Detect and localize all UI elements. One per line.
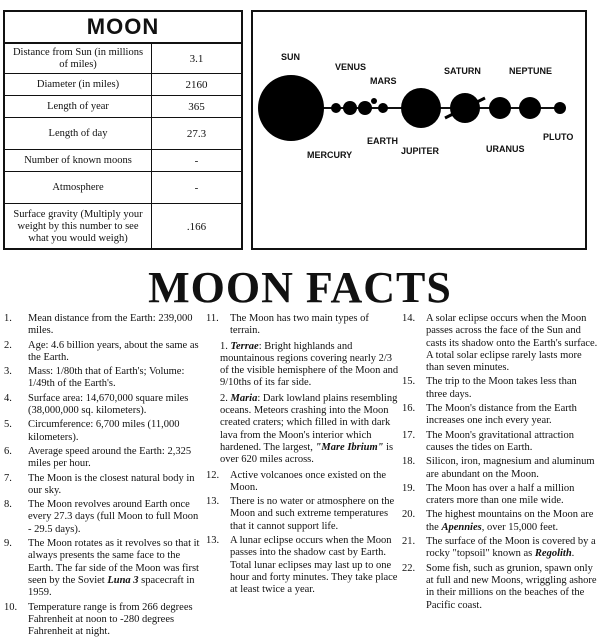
row-value: 2160 xyxy=(185,78,208,91)
fact-text: The Moon is the closest natural body in our sky. xyxy=(28,472,195,496)
fact-text: A solar eclipse occurs when the Moon passes across the face of the Sun and casts its shadow onto the Earth's surface. A total solar eclipse rarely lasts more than seven minutes. xyxy=(426,313,598,374)
fact-number: 13. xyxy=(206,535,220,547)
fact-number: 17. xyxy=(402,429,416,441)
terrain-text: : Bright highlands and mountainous regions covering nearly 2/3 of the visible hemisphere of the Moon and 9/10ths of its far side. xyxy=(220,340,399,389)
fact-text: Age: 4.6 billion years, about the same as the Earth. xyxy=(28,339,199,363)
fact-item xyxy=(206,496,399,533)
fact-text: The Moon has over a half a million craters more than one mile wide. xyxy=(426,482,575,507)
earth-label: EARTH xyxy=(367,136,398,146)
fact-item xyxy=(4,340,200,365)
jupiter-shape xyxy=(401,88,441,128)
terrain-term: Maria xyxy=(230,392,258,404)
terrain-item xyxy=(220,393,399,467)
fact-text: The Moon revolves around Earth once every 27.3 days (full Moon to full Moon - 29.5 days). xyxy=(28,499,199,535)
fact-text: Mass: 1/80th that of Earth's; Volume: 1/49th of the Earth's. xyxy=(28,366,185,390)
fact-number: 4. xyxy=(4,392,12,404)
fact-item xyxy=(206,535,399,596)
moon-data-table xyxy=(3,10,243,250)
pluto-shape xyxy=(554,102,566,114)
fact-text-part: . xyxy=(571,548,575,560)
terrain-text: is over 620 miles across. xyxy=(220,441,394,466)
row-value: 27.3 xyxy=(186,127,207,140)
fact-number: 1. xyxy=(4,313,12,324)
mercury-label: MERCURY xyxy=(307,150,353,160)
fact-item xyxy=(402,403,598,428)
fact-text: A lunar eclipse occurs when the Moon passes into the shadow cast by Earth. Total lunar eclipses may last up to one hour and forty minutes. They take place at least twice a year. xyxy=(230,535,398,596)
table-row xyxy=(5,172,241,204)
neptune-shape xyxy=(519,97,541,119)
fact-number: 20. xyxy=(402,509,416,521)
mars-label: MARS xyxy=(370,76,397,86)
table-row xyxy=(5,118,241,150)
row-label: Length of day xyxy=(5,118,152,149)
fact-item xyxy=(4,393,200,418)
fact-number: 12. xyxy=(206,469,220,481)
fact-text-part: The surface of the Moon is covered by a rocky "topsoil" known as xyxy=(426,536,596,560)
fact-text: Surface area: 14,670,000 square miles (38,000,000 sq. kilometers). xyxy=(28,392,189,417)
fact-number: 14. xyxy=(402,313,416,324)
fact-number: 21. xyxy=(402,536,416,548)
uranus-label: URANUS xyxy=(486,144,525,154)
regolith-term: Regolith xyxy=(534,548,572,560)
fact-number: 6. xyxy=(4,445,12,457)
fact-item xyxy=(402,456,598,481)
table-row xyxy=(5,150,241,172)
spacecraft-name: Luna 3 xyxy=(107,574,139,586)
fact-text-part: , over 15,000 feet. xyxy=(481,521,559,533)
sun-shape xyxy=(258,75,324,141)
terrain-text: : Dark lowland plains resembling oceans. Meteors crashing into the Moon created craters; which filled in with dark lava from the Moon's interior which hardened. The largest, xyxy=(220,392,398,453)
pluto-label: PLUTO xyxy=(543,132,574,142)
earth-shape xyxy=(358,101,372,115)
terrain-number: 2. xyxy=(220,392,231,404)
row-label: Surface gravity (Multiply your weight by this number to see what you would weigh) xyxy=(5,204,152,250)
fact-text: Circumference: 6,700 miles (11,000 kilometers). xyxy=(28,419,180,443)
fact-text xyxy=(426,509,598,534)
row-label: Atmosphere xyxy=(5,172,152,203)
table-row xyxy=(5,204,241,250)
row-label: Number of known moons xyxy=(5,150,152,171)
row-value: 365 xyxy=(188,100,205,113)
row-value: - xyxy=(194,181,199,194)
fact-item xyxy=(206,470,399,495)
mars-shape xyxy=(371,98,377,104)
fact-text-part: The highest mountains on the Moon are the xyxy=(426,509,594,533)
fact-text: There is no water or atmosphere on the Moon and such extreme temperatures that it cannot support life. xyxy=(230,496,395,532)
fact-text: Active volcanoes once existed on the Moon. xyxy=(230,469,386,493)
fact-item xyxy=(402,509,598,534)
fact-text: Temperature range is from 266 degrees Fahrenheit at noon to -280 degrees Fahrenheit at night. xyxy=(28,601,193,638)
fact-number: 11. xyxy=(206,313,219,324)
mercury-shape xyxy=(331,103,341,113)
fact-number: 13. xyxy=(206,496,220,508)
fact-text-part: The Moon rotates as it revolves so that it always presents the same face to the Earth. The far side of the Moon was first seen by the Soviet xyxy=(28,538,200,586)
mountain-name: Apennies xyxy=(441,521,482,533)
fact-number: 2. xyxy=(4,339,12,351)
fact-text: Silicon, iron, magnesium and aluminum are abundant on the Moon. xyxy=(426,456,595,480)
page-title: MOON FACTS xyxy=(148,263,452,312)
table-row xyxy=(5,96,241,118)
fact-item xyxy=(4,538,200,599)
fact-item xyxy=(4,473,200,498)
terrain-number: 1. xyxy=(220,340,231,352)
fact-number: 22. xyxy=(402,562,416,574)
solar-system-diagram xyxy=(251,10,587,250)
row-label: Length of year xyxy=(5,96,152,117)
row-label: Distance from Sun (in millions of miles) xyxy=(5,44,152,73)
fact-text: The Moon has two main types of terrain. xyxy=(230,313,369,337)
uranus-shape xyxy=(489,97,511,119)
fact-text: Average speed around the Earth: 2,325 miles per hour. xyxy=(28,445,192,470)
fact-text: The Moon's distance from the Earth increases one inch every year. xyxy=(426,403,577,427)
facts-column-3 xyxy=(402,313,598,614)
fact-item xyxy=(402,376,598,401)
saturn-label: SATURN xyxy=(444,66,481,76)
fact-number: 3. xyxy=(4,366,12,378)
row-label: Diameter (in miles) xyxy=(5,74,152,95)
row-value: .166 xyxy=(186,221,207,233)
terrain-item xyxy=(220,341,399,390)
table-row xyxy=(5,44,241,74)
fact-item xyxy=(4,602,200,639)
fact-number: 5. xyxy=(4,419,12,431)
venus-shape xyxy=(343,101,357,115)
fact-number: 15. xyxy=(402,376,416,388)
fact-number: 9. xyxy=(4,538,12,550)
fact-number: 8. xyxy=(4,499,12,511)
fact-item xyxy=(4,419,200,444)
fact-item xyxy=(402,563,598,612)
fact-item xyxy=(402,536,598,561)
facts-column-2 xyxy=(206,313,399,599)
fact-text: The Moon's gravitational attraction causes the tides on Earth. xyxy=(426,429,574,453)
row-value: 3.1 xyxy=(189,52,204,65)
fact-item xyxy=(402,313,598,374)
fact-item xyxy=(4,366,200,391)
fact-item xyxy=(4,446,200,471)
fact-number: 16. xyxy=(402,403,416,415)
mars-shape xyxy=(378,103,388,113)
table-header: MOON xyxy=(5,12,241,44)
fact-text: Some fish, such as grunion, spawn only at full and new Moons, wriggling ashore in their millions on the beaches of the Pacific coast. xyxy=(426,562,597,611)
fact-item xyxy=(206,313,399,338)
fact-item xyxy=(402,430,598,455)
fact-number: 7. xyxy=(4,472,12,484)
fact-text-part: spacecraft in 1959. xyxy=(28,574,195,599)
fact-item xyxy=(4,313,200,338)
fact-text xyxy=(426,536,598,561)
fact-number: 18. xyxy=(402,456,416,468)
venus-label: VENUS xyxy=(335,62,367,72)
terrain-term: Terrae xyxy=(230,340,259,352)
neptune-label: NEPTUNE xyxy=(509,66,553,76)
sun-label: SUN xyxy=(281,52,301,62)
fact-item xyxy=(4,499,200,536)
facts-column-1 xyxy=(4,313,200,640)
table-row xyxy=(5,74,241,96)
fact-text: Mean distance from the Earth: 239,000 miles. xyxy=(28,313,193,337)
jupiter-label: JUPITER xyxy=(401,146,440,156)
fact-text xyxy=(28,538,200,599)
row-value: - xyxy=(194,154,199,167)
fact-item xyxy=(402,483,598,508)
fact-number: 19. xyxy=(402,482,416,494)
fact-text: The trip to the Moon takes less than three days. xyxy=(426,376,577,400)
fact-number: 10. xyxy=(4,601,18,613)
mare-name: "Mare Ibrium" xyxy=(315,441,384,453)
